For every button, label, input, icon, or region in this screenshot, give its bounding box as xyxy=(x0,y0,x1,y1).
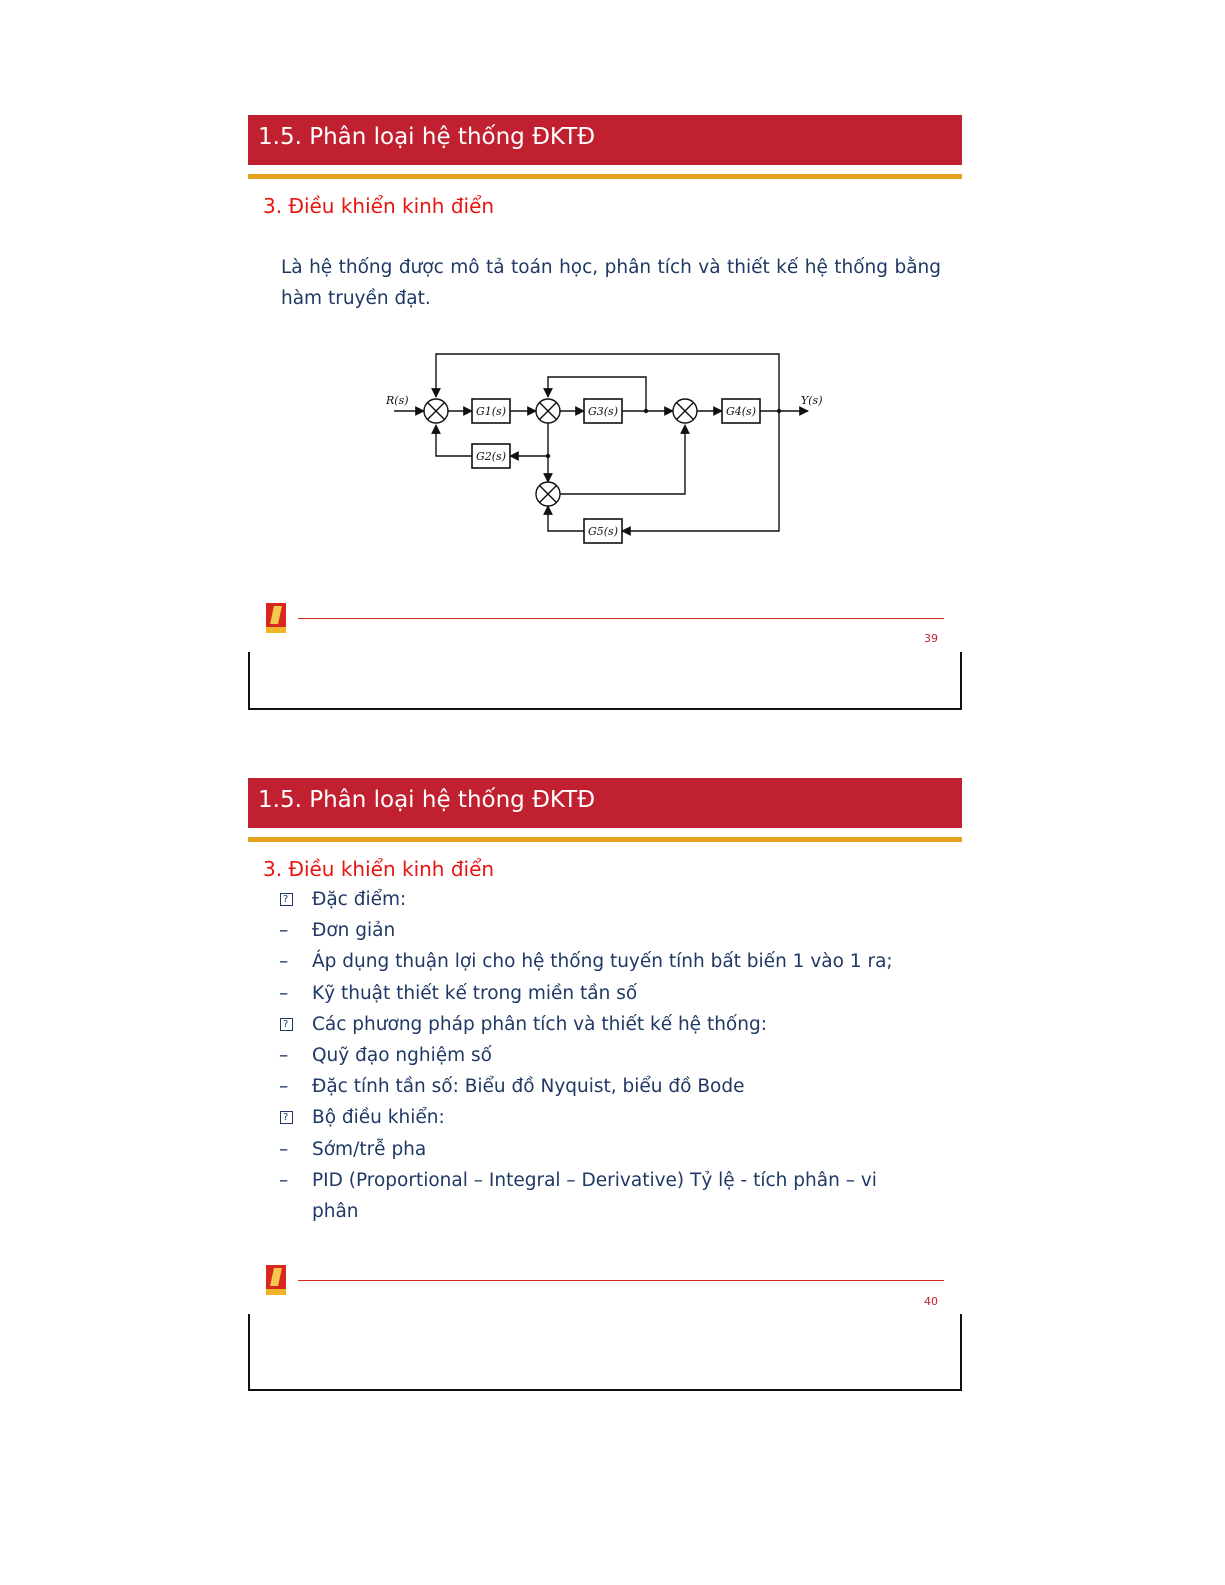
list-item xyxy=(279,1165,929,1227)
block-diagram-svg xyxy=(386,348,826,548)
wire-g5-s4 xyxy=(548,506,584,531)
dash-bullet: – xyxy=(279,920,289,942)
list-item xyxy=(279,1134,929,1165)
wire-g2-s1 xyxy=(436,425,472,456)
dash-bullet: – xyxy=(279,1045,289,1067)
block-g2-label: G2(s) xyxy=(475,450,507,463)
bullet-list xyxy=(279,884,929,1227)
list-item xyxy=(279,978,929,1009)
footer-rule xyxy=(298,618,944,619)
list-item xyxy=(279,915,929,946)
list-item-text: Đặc tính tần số: Biểu đồ Nyquist, biểu đồ Bode xyxy=(312,1076,745,1098)
block-g1-label: G1(s) xyxy=(475,405,507,418)
slide-subtitle: 3. Điều khiển kinh điển xyxy=(263,194,495,218)
wire-to-g5 xyxy=(622,411,779,531)
list-item-text: Các phương pháp phân tích và thiết kế hệ thống: xyxy=(312,1013,767,1035)
dash-bullet: – xyxy=(279,1076,289,1098)
page-number: 39 xyxy=(924,632,938,645)
list-item-text: Đơn giản xyxy=(312,920,396,942)
dash-bullet: – xyxy=(279,1138,289,1160)
notes-frame xyxy=(248,1314,962,1391)
list-item-text: Quỹ đạo nghiệm số xyxy=(312,1045,492,1067)
summing-junction-2 xyxy=(536,399,560,423)
list-item xyxy=(279,1009,929,1040)
title-bar xyxy=(248,115,962,165)
list-item-text: Sớm/trễ pha xyxy=(312,1138,427,1160)
list-item-text: Bộ điều khiển: xyxy=(312,1107,445,1129)
wire-to-g2 xyxy=(510,423,548,456)
input-label: R(s) xyxy=(386,394,409,407)
list-item xyxy=(279,1102,929,1133)
slide-title: 1.5. Phân loại hệ thống ĐKTĐ xyxy=(258,124,596,150)
output-label: Y(s) xyxy=(801,394,823,407)
branch-node-3 xyxy=(644,409,648,413)
list-item-text: Áp dụng thuận lợi cho hệ thống tuyến tính bất biến 1 vào 1 ra; xyxy=(312,951,893,973)
footer-rule xyxy=(298,1280,944,1281)
box-bullet-icon: ? xyxy=(279,1009,303,1040)
summing-junction-4 xyxy=(536,482,560,506)
slide-paragraph: Là hệ thống được mô tả toán học, phân tích và thiết kế hệ thống bằng hàm truyền đạt. xyxy=(281,257,941,309)
wire-s4-s3 xyxy=(560,425,685,494)
box-bullet-icon: ? xyxy=(279,884,303,915)
dash-bullet: – xyxy=(279,1169,289,1191)
list-item xyxy=(279,1040,929,1071)
list-item-text: Kỹ thuật thiết kế trong miền tần số xyxy=(312,982,638,1004)
slide-40 xyxy=(248,778,962,1391)
list-item xyxy=(279,946,929,977)
block-g4-label: G4(s) xyxy=(725,405,757,418)
slide-subtitle: 3. Điều khiển kinh điển xyxy=(263,857,495,881)
title-underline xyxy=(248,174,962,179)
box-bullet-icon: ? xyxy=(279,1102,303,1133)
summing-junction-3 xyxy=(673,399,697,423)
dash-bullet: – xyxy=(279,951,289,973)
title-underline xyxy=(248,837,962,842)
slide-title: 1.5. Phân loại hệ thống ĐKTĐ xyxy=(258,787,596,813)
list-item-text: PID (Proportional – Integral – Derivative) Tỷ lệ - tích phân – vi phân xyxy=(312,1169,877,1223)
university-logo xyxy=(266,603,286,633)
slide-39 xyxy=(248,115,962,710)
list-item xyxy=(279,1071,929,1102)
university-logo xyxy=(266,1265,286,1295)
list-item-text: Đặc điểm: xyxy=(312,889,407,910)
block-g5-label: G5(s) xyxy=(587,525,619,538)
branch-node-2 xyxy=(777,409,781,413)
notes-frame xyxy=(248,652,962,710)
list-item xyxy=(279,884,929,915)
page-number: 40 xyxy=(924,1295,938,1308)
block-g3-label: G3(s) xyxy=(587,405,619,418)
branch-node-1 xyxy=(546,454,550,458)
summing-junction-1 xyxy=(424,399,448,423)
title-bar xyxy=(248,778,962,828)
dash-bullet: – xyxy=(279,982,289,1004)
block-diagram xyxy=(386,348,826,548)
